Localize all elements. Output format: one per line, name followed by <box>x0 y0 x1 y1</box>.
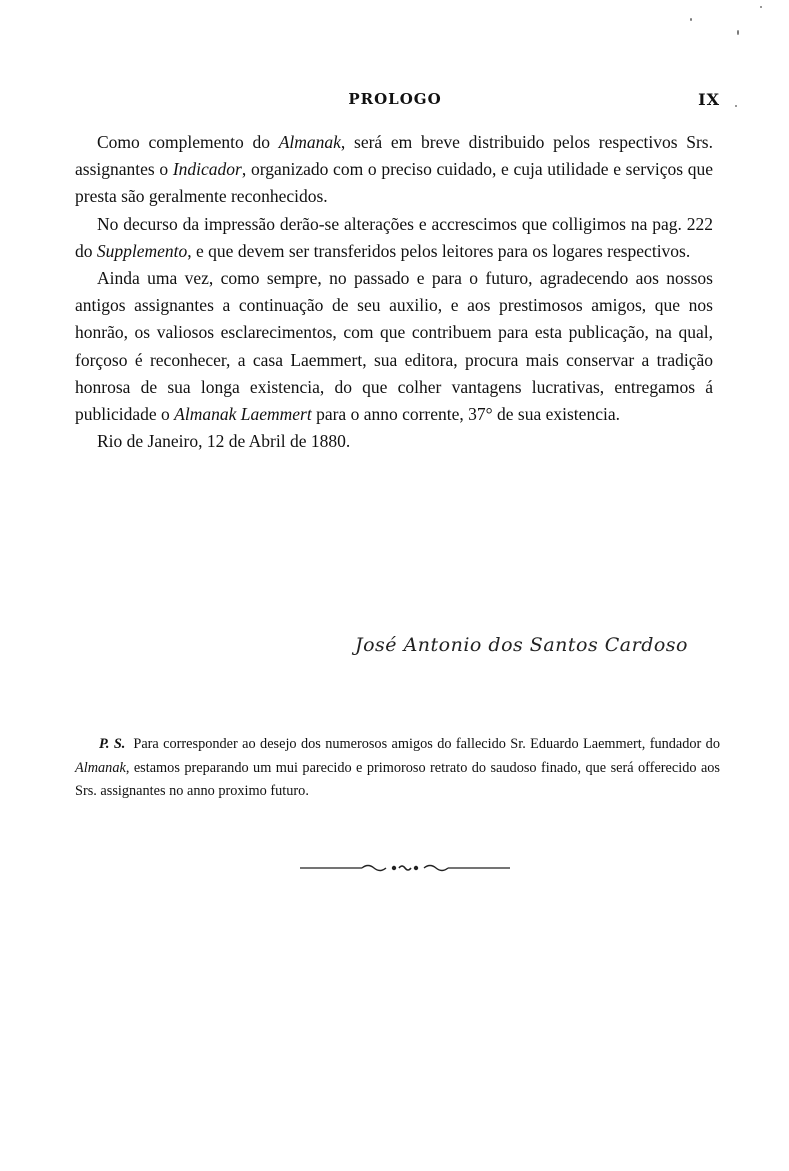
postscript-label: P. S. <box>99 736 126 752</box>
ornament-rule-icon <box>300 860 510 876</box>
postscript <box>75 733 720 804</box>
paragraph-1 <box>75 129 713 211</box>
running-title: PROLOGO <box>348 90 442 108</box>
signature: José Antonio dos Santos Cardoso <box>355 634 688 656</box>
p3-text-c: para o anno corrente, 37° de sua existencia. <box>311 404 620 425</box>
paragraph-2 <box>75 211 713 265</box>
p1-title-indicador: Indicador <box>172 159 242 180</box>
p2-text-c: , e que devem ser transferidos pelos leitores para os logares respectivos. <box>187 240 691 261</box>
p3-title-almanak-laemmert: Almanak Laemmert <box>174 404 312 425</box>
paragraph-3 <box>75 265 713 428</box>
postscript-text-c: , estamos preparando um mui parecido e primoroso retrato do saudoso finado, que será offerecido aos Srs. assignantes no anno proximo futuro. <box>75 759 720 799</box>
date-line: Rio de Janeiro, 12 de Abril de 1880. <box>97 431 351 452</box>
p1-text-e: , organizado com o preciso cuidado, e cuja utilidade e serviços que presta são geralmente reconhecidos. <box>75 159 713 207</box>
prologue-body <box>75 129 713 455</box>
p1-text-c: , será em breve distribuido pelos respectivos Srs. assignantes o <box>75 132 713 180</box>
p1-text-a: Como complemento do <box>97 132 279 152</box>
p3-text-a: Ainda uma vez, como sempre, no passado e para o futuro, agradecendo aos nossos antigos assignantes a continuação de seu auxilio, e aos prestimosos amigos, que nos honrão, os valiosos esclarecimentos, com que contribuem para esta publicação, na qual, forçoso é reconhecer, a casa Laemmert, sua editora, procura mais conservar a tradição honrosa de sua longa existencia, do que colher vantagens lucrativas, entregamos á publicidade o <box>75 268 713 425</box>
scan-speck <box>737 30 739 35</box>
page-number: IX <box>698 90 720 109</box>
p2-title-supplemento: Supplemento <box>96 240 188 261</box>
running-head <box>70 90 720 114</box>
scan-speck <box>690 18 692 21</box>
postscript-text-a: Para corresponder ao desejo dos numerosos amigos do fallecido Sr. Eduardo Laemmert, fundador do <box>133 736 720 752</box>
scan-speck <box>760 6 762 8</box>
postscript-title-almanak: Almanak <box>75 759 126 776</box>
p2-text-a: No decurso da impressão derão-se alterações e accrescimos que colligimos na pag. 222 do <box>75 213 713 261</box>
p1-title-almanak: Almanak <box>278 132 341 152</box>
scan-speck <box>735 105 737 107</box>
